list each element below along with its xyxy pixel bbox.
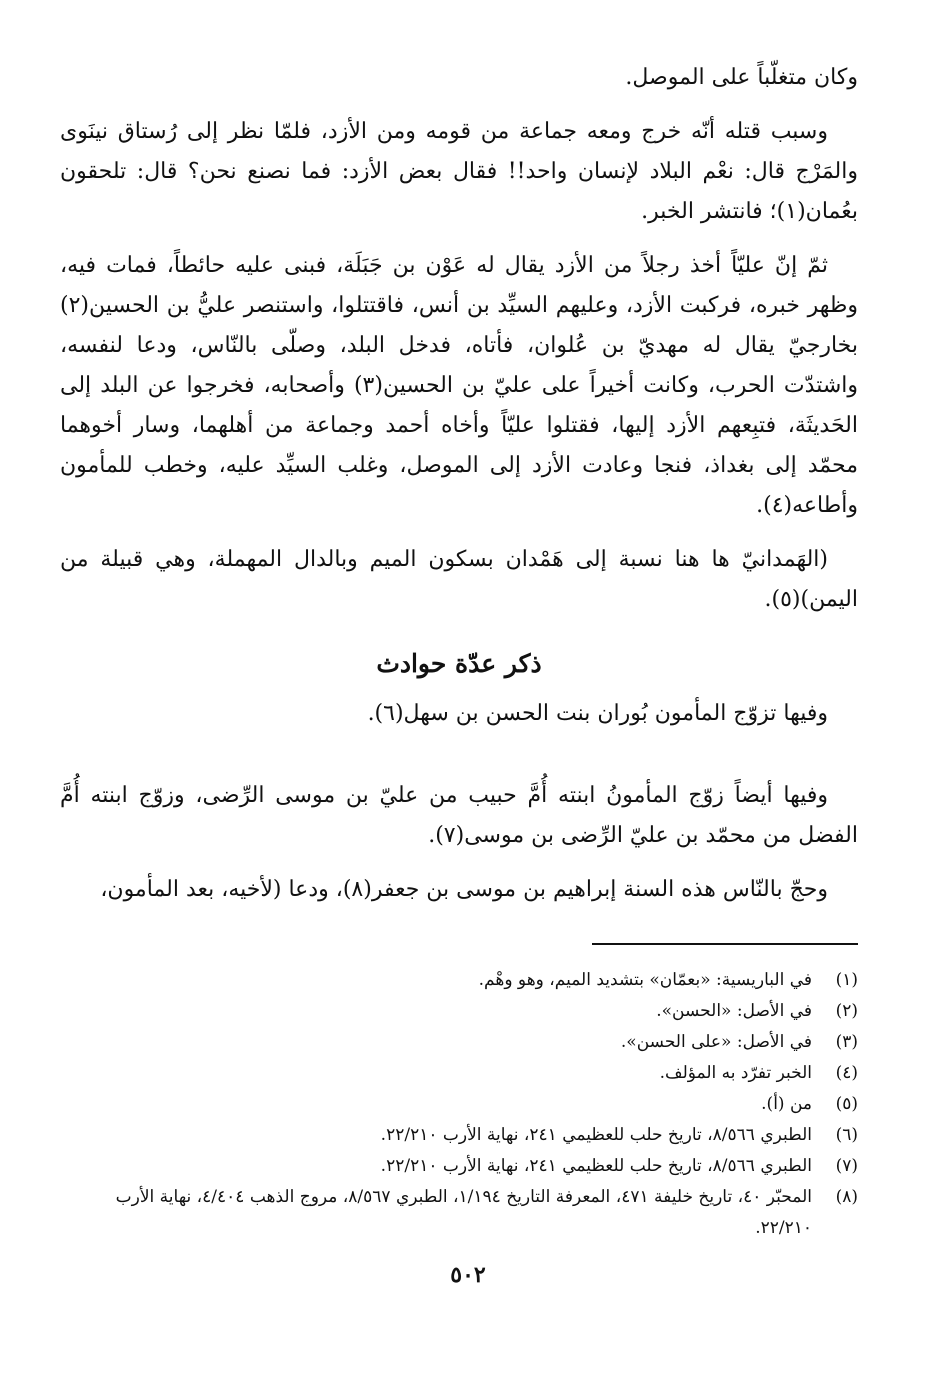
footnote-4 [60, 1058, 858, 1089]
page-body [60, 58, 858, 924]
footnote-6 [60, 1120, 858, 1151]
footnote-number: (٥) [835, 1094, 858, 1114]
footnote-7 [60, 1151, 858, 1182]
footnote-2 [60, 996, 858, 1027]
paragraph-6: وفيها أيضاً زوّج المأمونُ ابنته أُمَّ حبيب من عليّ بن موسى الرِّضى، وزوّج ابنته أُمَّ الفضل من محمّد بن عليّ الرِّضى بن موسى(٧). [60, 783, 858, 848]
paragraph-3: ثمّ إنّ عليّاً أخذ رجلاً من الأزد يقال له عَوْن بن جَبَلَة، فبنى عليه حائطاً، فمات فيه، وظهر خبره، فركبت الأزد، وعليهم السيِّد بن أنس، فاقتتلوا، واستنصر عليُّ بن الحسين(٢) بخارجيّ يقال له مهديّ بن عُلوان، فأتاه، فدخل البلد، وصلّى بالنّاس، ودعا لنفسه، واشتدّت الحرب، وكانت أخيراً على عليّ بن الحسين(٣) وأصحابه، فخرجوا عن البلد إلى الحَديثَة، فتبِعهم الأزد إليها، فقتلوا عليّاً وأخاه أحمد وجماعة من أهلهما، وسار أخوهما محمّد إلى بغداذ، فنجا وعادت الأزد إلى الموصل، وغلب السيِّد عليه، وخطب للمأمون وأطاعه(٤). [60, 253, 858, 518]
footnote-text: الخبر تفرّد به المؤلف. [659, 1063, 812, 1083]
paragraph-7: وحجّ بالنّاس هذه السنة إبراهيم بن موسى بن جعفر(٨)، ودعا (لأخيه، بعد المأمون، [100, 877, 828, 902]
footnote-text: الطبري ٨/٥٦٦، تاريخ حلب للعظيمي ٢٤١، نهاية الأرب ٢٢/٢١٠. [380, 1156, 812, 1176]
footnote-1 [60, 965, 858, 996]
section-heading: ذكر عدّة حوادث [376, 649, 542, 678]
footnote-text: في الباريسية: «بعمّان» بتشديد الميم، وهو وهْم. [478, 970, 812, 990]
footnote-text: في الأصل: «على الحسن». [620, 1032, 812, 1052]
footnote-number: (١) [835, 970, 858, 990]
footnotes [60, 965, 858, 1244]
footnote-divider [592, 943, 858, 945]
paragraph-gap [60, 748, 858, 776]
footnote-number: (٨) [835, 1187, 858, 1207]
footnote-number: (٣) [835, 1032, 858, 1052]
footnote-number: (٤) [835, 1063, 858, 1083]
footnote-number: (٧) [835, 1156, 858, 1176]
footnote-8 [60, 1182, 858, 1244]
footnote-number: (٦) [835, 1125, 858, 1145]
paragraph-4: (الهَمدانيّ ها هنا نسبة إلى هَمْدان بسكون الميم وبالدال المهملة، وهي قبيلة من اليمن)(٥). [60, 547, 858, 612]
footnote-text: المحبّر ٤٠، تاريخ خليفة ٤٧١، المعرفة التاريخ ١/١٩٤، الطبري ٨/٥٦٧، مروج الذهب ٤/٤٠٤، نهاية الأرب ٢٢/٢١٠. [115, 1187, 812, 1238]
footnote-text: في الأصل: «الحسن». [656, 1001, 812, 1021]
footnote-5 [60, 1089, 858, 1120]
footnote-number: (٢) [835, 1001, 858, 1021]
paragraph-1: وكان متغلّباً على الموصل. [625, 65, 858, 90]
footnote-text: من (أ). [761, 1094, 812, 1114]
footnote-text: الطبري ٨/٥٦٦، تاريخ حلب للعظيمي ٢٤١، نهاية الأرب ٢٢/٢١٠. [380, 1125, 812, 1145]
paragraph-5: وفيها تزوّج المأمون بُوران بنت الحسن بن سهل(٦). [367, 701, 828, 726]
page-number: ٥٠٢ [450, 1262, 486, 1288]
paragraph-2: وسبب قتله أنّه خرج ومعه جماعة من قومه ومن الأزد، فلمّا نظر إلى رُستاق نينَوى والمَرْج قال: نعْم البلاد لإنسان واحد!! فقال بعض الأزد: فما نصنع نحن؟ قال: تلحقون بعُمان(١)؛ فانتشر الخبر. [60, 119, 858, 224]
footnote-3 [60, 1027, 858, 1058]
